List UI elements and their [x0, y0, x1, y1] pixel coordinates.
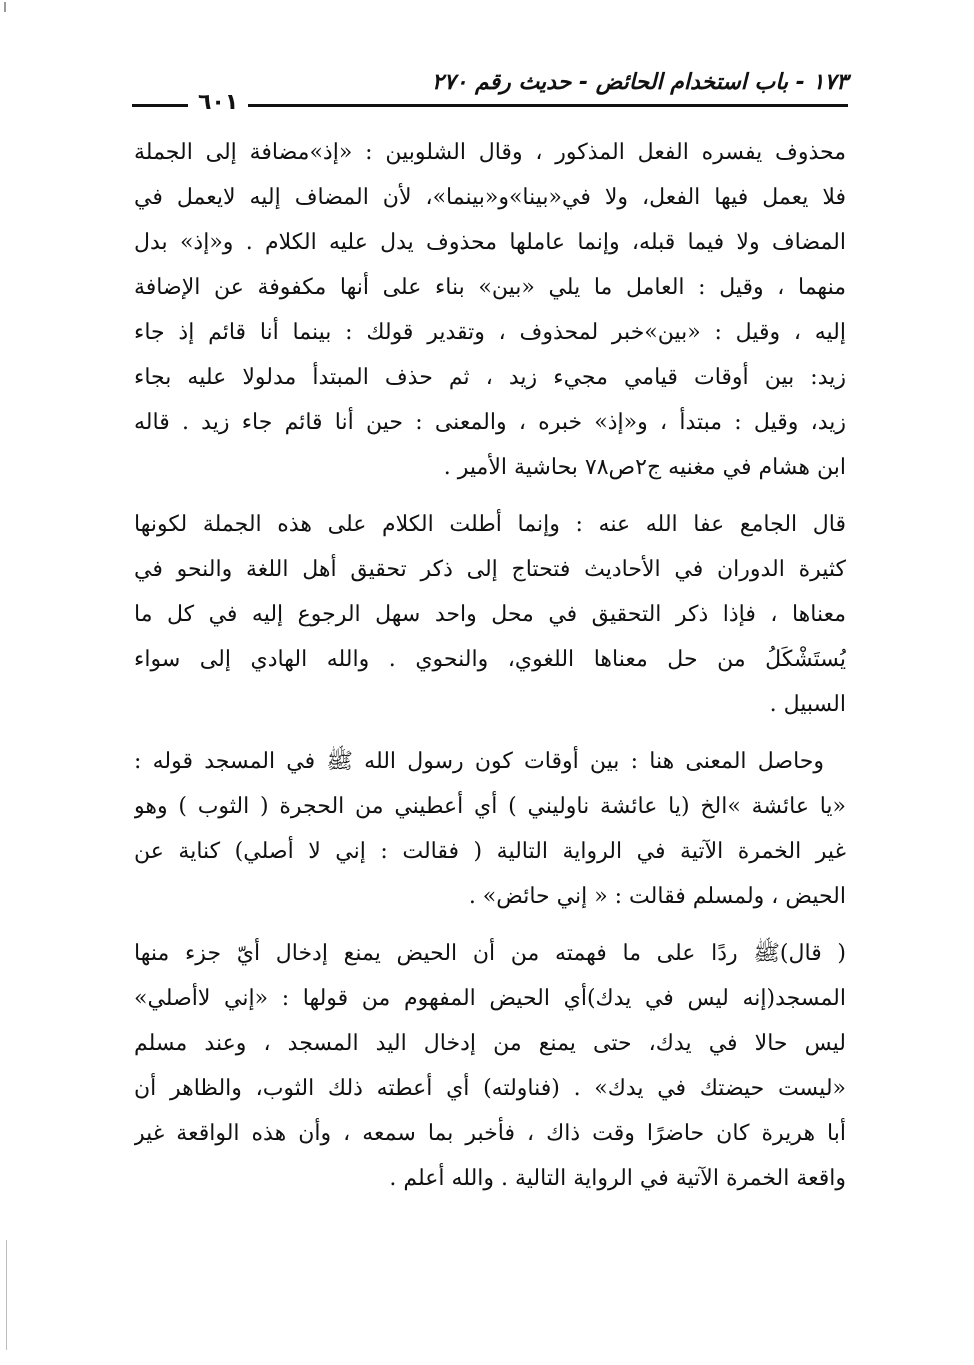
text-line: السبيل . [769, 692, 846, 717]
text-line: الحيض ، ولمسلم فقالت : « إني حائض» . [468, 884, 846, 909]
text-line: أبا هريرة كان حاضرًا وقت ذاك ، فأخبر بما سمعه ، وأن هذه الواقعة غير [134, 1121, 846, 1146]
text-line: محذوف يفسره الفعل المذكور ، وقال الشلوبين : «إذ»مضافة إلى الجملة [134, 140, 846, 165]
header-rule [248, 104, 848, 107]
text-line: ليس حالا في يدك، حتى يمنع من إدخال اليد المسجد ، وعند مسلم [134, 1031, 846, 1056]
text-line: واقعة الخمرة الآتية في الرواية التالية . والله أعلم . [389, 1166, 846, 1191]
text-line: ( قال)ﷺ ردًا على ما فهمته من أن الحيض يمنع إدخال أيّ جزء منها [134, 941, 846, 966]
page-number: ٦٠١ [198, 90, 239, 115]
text-line: المسجد(إنه ليس في يدك)أي الحيض المفهوم من قولها : «إني لاأصلي» [134, 986, 846, 1011]
text-line: كثيرة الدوران في الأحاديث فتحتاج إلى ذكر تحقيق أهل اللغة والنحو في [134, 557, 846, 582]
text-line: «ليست حيضتك في يدك» . (فناولته) أي أعطته ذلك الثوب، والظاهر أن [134, 1076, 846, 1101]
paragraph-4 [134, 931, 846, 1201]
scan-edge-line [6, 1240, 7, 1350]
paragraph-3 [134, 739, 846, 919]
scan-mark [4, 2, 6, 12]
text-line: فلا يعمل فيها الفعل، ولا في«بينا»و«بينما»، لأن المضاف إليه لايعمل في [134, 185, 846, 210]
paragraph-1 [134, 130, 846, 490]
text-line: ابن هشام في مغنيه ج٢ص٧٨ بحاشية الأمير . [443, 455, 846, 480]
text-line: قال الجامع عفا الله عنه : وإنما أطلت الكلام على هذه الجملة لكونها [134, 512, 846, 537]
text-line: زيد: بين أوقات قيامي مجيء زيد ، ثم حذف المبتدأ مدلولا عليه بجاء [134, 365, 846, 390]
text-line: المضاف ولا فيما قبله، وإنما عاملها محذوف يدل عليه الكلام . و«إذ» بدل [134, 230, 846, 255]
text-line: غير الخمرة الآتية في الرواية التالية ( فقالت : إني لا أصلي) كناية عن [134, 839, 846, 864]
text-line: «يا عائشة »الخ (يا عائشة ناوليني ) أي أعطيني من الحجرة ( الثوب ) وهو [134, 794, 846, 819]
header-title: ١٧٣ - باب استخدام الحائض - حديث رقم ٢٧٠ [431, 70, 848, 95]
text-line: وحاصل المعنى هنا : بين أوقات كون رسول الله ﷺ في المسجد قوله : [134, 749, 824, 774]
header-rule-left [132, 104, 188, 107]
paragraph-2 [134, 502, 846, 727]
running-header [132, 70, 848, 122]
text-line: منهما ، وقيل : العامل ما يلي «بين» بناء على أنها مكفوفة عن الإضافة [134, 275, 846, 300]
text-line: إليه ، وقيل : «بين»خبر لمحذوف ، وتقدير قولك : بينما أنا قائم إذ جاء [134, 320, 846, 345]
text-line: زيد، وقيل : مبتدأ ، و«إذ» خبره ، والمعنى : حين أنا قائم جاء زيد . قاله [134, 410, 846, 435]
body-text [134, 130, 846, 1213]
text-line: يُستَشْكَلُ من حل معناها اللغوي، والنحوي . والله الهادي إلى سواء [134, 647, 846, 672]
text-line: معناها ، فإذا ذكر التحقيق في محل واحد سهل الرجوع إليه في كل ما [134, 602, 846, 627]
